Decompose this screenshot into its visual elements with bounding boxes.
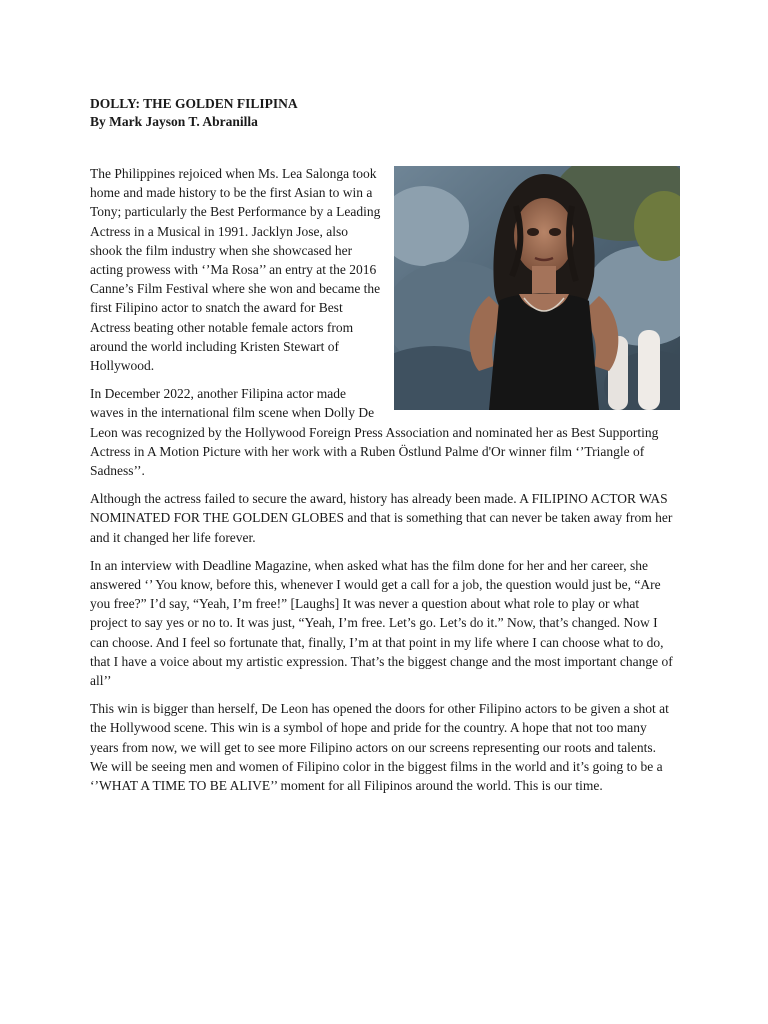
article-body [90,164,674,804]
paragraph: In December 2022, another Filipina actor made waves in the international film scene when Dolly De Leon was recognized by the Hollywood Foreign Press Association and nominated her as Best Supporting Actress in A Motion Picture with her work with a Ruben Östlund Palme d'Or winner film ‘’Triangle of Sadness’’. [90,386,659,479]
paragraph: In an interview with Deadline Magazine, when asked what has the film done for her and her career, she answered ‘’ You know, before this, whenever I would get a call for a job, the question would just be, “Are you free?” I’d say, “Yeah, I’m free!” [Laughs] It was never a question about what role to play or what project to say yes or no to. It was just, “Yeah, I’m free. Let’s go. Let’s do it.” Now, that’s changed. Now I can choose. And I feel so fortunate that, finally, I’m at that point in my life where I can choose what to do, that I have a voice about my artistic expression. That’s the biggest change and the most important change of all’’ [90,557,673,689]
paragraph: The Philippines rejoiced when Ms. Lea Salonga took home and made history to be the first Asian to win a Tony; particularly the Best Performance by a Leading Actress in a Musical in 1991. Jacklyn Jose, also shook the film industry when she showcased her acting prowess with ‘’Ma Rosa’’ an entry at the 2016 Canne’s Film Festival where she won and became the first Filipino actor to snatch the award for Best Actress beating other notable female actors from around the world including Kristen Stewart of Hollywood. [90,166,381,374]
article-byline: By Mark Jayson T. Abranilla [90,114,258,129]
actress-photo [394,166,680,410]
paragraph: Although the actress failed to secure the award, history has already been made. A FILIPINO ACTOR WAS NOMINATED FOR THE GOLDEN GLOBES and that is something that can never be taken away from her and it changed her life forever. [90,491,673,545]
paragraph: This win is bigger than herself, De Leon has opened the doors for other Filipino actors to be given a shot at the Hollywood scene. This win is a symbol of hope and pride for the country. A hope that not too many years from now, we will get to see more Filipino actors on our screens representing our roots and talents. We will be seeing men and women of Filipino color in the biggest films in the world and it’s going to be a ‘’WHAT A TIME TO BE ALIVE’’ moment for all Filipinos around the world. This is our time. [90,701,669,794]
article-title: DOLLY: THE GOLDEN FILIPINA [90,96,298,111]
